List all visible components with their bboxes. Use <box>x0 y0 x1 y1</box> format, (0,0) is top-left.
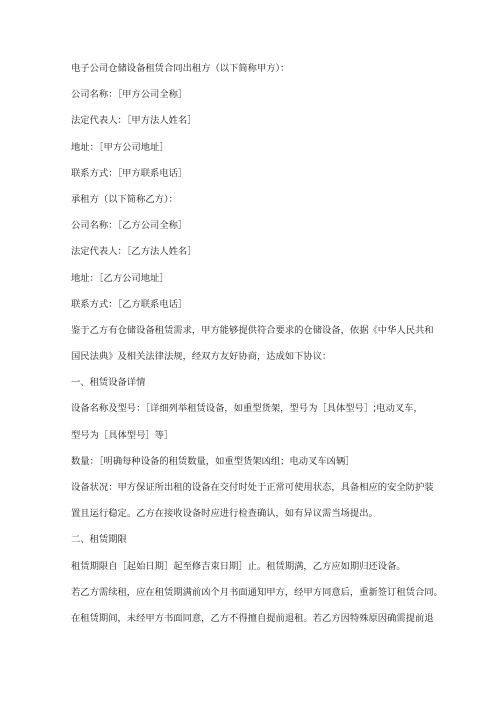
contract-body <box>71 63 441 639</box>
text-line: 数量：［明确每种设备的租赁数量，如重型货架凶组；电动叉车凶辆］ <box>71 455 355 467</box>
text-line: 租赁期限自［起始日期］起至修吉束日期］止。租赁期满，乙方应如期归还设备。 <box>71 560 406 572</box>
text-line: 地址：［甲方公司地址］ <box>71 141 169 153</box>
text-line: 公司名称：［乙方公司全称］ <box>71 220 188 232</box>
section-heading: 二、租赁期限 <box>71 534 127 546</box>
text-line: 承租方（以下简称乙方）： <box>71 193 178 205</box>
text-line: 在租赁期间，未经甲方书面同意，乙方不得擅自提前退租。若乙方因特殊原因确需提前退 <box>71 612 434 624</box>
text-line: 国民法典》及相关法律法规，经双方友好协商，达成如下协议： <box>71 351 332 363</box>
text-line: 鉴于乙方有仓储设备租赁需求，甲方能够提供符合要求的仓储设备，依据《中华人民共和 <box>71 324 434 336</box>
text-line: 设备状况：甲方保证所出租的设备在交付时处于正常可使用状态，具备相应的安全防护装 <box>71 482 434 493</box>
text-line: 若乙方需续租，应在租赁期满前凶个月书面通知甲方，经甲方同意后，重新签订租赁合同。 <box>71 586 443 598</box>
text-line: 法定代表人：［乙方法人姓名］ <box>71 246 197 258</box>
text-line: 置且运行稳定。乙方在接收设备时应进行检查确认，如有异议需当场提出。 <box>71 508 378 520</box>
text-line: 电子公司仓储设备租赁合同出租方（以下简称甲方）： <box>71 63 290 74</box>
text-line: 设备名称及型号：［详细列举租赁设备，如重型货架，型号为［具体型号］;电动叉车， <box>71 403 423 415</box>
text-line: 法定代表人：［甲方法人姓名］ <box>71 115 197 127</box>
text-line: 联系方式：［甲方联系电话］ <box>71 167 188 179</box>
text-line: 地址：［乙方公司地址］ <box>71 272 169 284</box>
text-line: 联系方式：［乙方联系电话］ <box>71 298 188 310</box>
text-line: 公司名称：［甲方公司全称］ <box>71 89 188 101</box>
text-line: 型号为［具体型号］等］ <box>71 429 174 441</box>
section-heading: 一、租赁设备详情 <box>71 377 146 389</box>
